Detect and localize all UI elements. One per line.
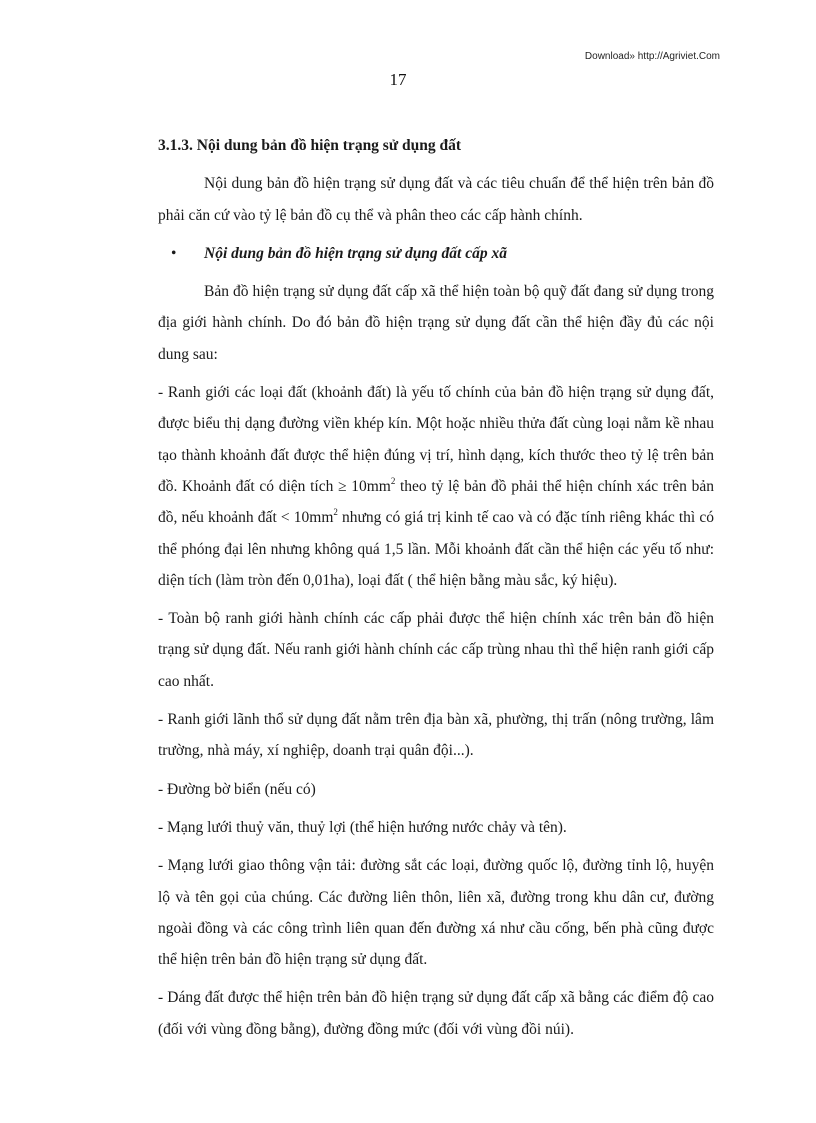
- page-content: [158, 130, 714, 1045]
- page-number: 17: [389, 70, 407, 89]
- bullet-title: Nội dung bản đồ hiện trạng sử dụng đất cấp xã: [204, 244, 507, 262]
- list-item: - Dáng đất được thể hiện trên bản đồ hiện trạng sử dụng đất cấp xã bằng các điểm độ cao (đối với vùng đồng bằng), đường đồng mức (đối với vùng đồi núi).: [158, 989, 714, 1038]
- list-item: - Mạng lưới giao thông vận tải: đường sắt các loại, đường quốc lộ, đường tỉnh lộ, huyện lộ và tên gọi của chúng. Các đường liên thôn, liên xã, đường trong khu dân cư, đường ngoài đồng và các công trình liên quan đến đường xá như cầu cống, bến phà cũng được thể hiện trên bản đồ hiện trạng sử dụng đất.: [158, 857, 714, 969]
- section-heading: 3.1.3. Nội dung bản đồ hiện trạng sử dụng đất: [158, 137, 462, 154]
- list-item-text: theo tỷ lệ bản đồ phải thể hiện chính xác trên bản đồ, nếu khoảnh đất < 10mm: [158, 477, 714, 527]
- superscript: 2: [390, 475, 396, 486]
- bullet-icon: •: [171, 244, 177, 262]
- intro-paragraph: Nội dung bản đồ hiện trạng sử dụng đất và các tiêu chuẩn để thể hiện trên bản đồ phải căn cứ vào tỷ lệ bản đồ cụ thể và phân theo các cấp hành chính.: [158, 175, 714, 224]
- bullet-heading: [158, 238, 714, 269]
- list-item: - Ranh giới lãnh thổ sử dụng đất nằm trên địa bàn xã, phường, thị trấn (nông trường, lâm trường, nhà máy, xí nghiệp, doanh trại quân đội...).: [158, 711, 714, 760]
- download-link[interactable]: Download» http://Agriviet.Com: [584, 51, 720, 62]
- list-item-text: - Ranh giới các loại đất (khoảnh đất) là yếu tố chính của bản đồ hiện trạng sử dụng đất, được biểu thị dạng đường viền khép kín. Một hoặc nhiều thửa đất cùng loại nằm kề nhau tạo thành khoảnh đất được thể hiện đúng vị trí, hình dạng, kích thước theo tỷ lệ trên bản đồ. Khoảnh đất có diện tích ≥ 10mm: [158, 384, 714, 495]
- list-item-text: nhưng có giá trị kinh tế cao và có đặc tính riêng khác thì có thể phóng đại lên nhưng không quá 1,5 lần. Mỗi khoảnh đất cần thể hiện các yếu tố như: diện tích (làm tròn đến 0,01ha), loại đất ( thể hiện bằng màu sắc, ký hiệu).: [158, 509, 714, 589]
- list-item: - Đường bờ biển (nếu có): [158, 780, 316, 798]
- list-item: - Toàn bộ ranh giới hành chính các cấp phải được thể hiện chính xác trên bản đồ hiện trạng sử dụng đất. Nếu ranh giới hành chính các cấp trùng nhau thì thể hiện ranh giới cấp cao nhất.: [158, 610, 714, 690]
- list-item: [158, 377, 714, 596]
- list-item: - Mạng lưới thuỷ văn, thuỷ lợi (thể hiện hướng nước chảy và tên).: [158, 818, 567, 836]
- bullet-intro-paragraph: Bản đồ hiện trạng sử dụng đất cấp xã thể hiện toàn bộ quỹ đất đang sử dụng trong địa giới hành chính. Do đó bản đồ hiện trạng sử dụng đất cần thể hiện đầy đủ các nội dung sau:: [158, 283, 714, 363]
- superscript: 2: [333, 507, 338, 518]
